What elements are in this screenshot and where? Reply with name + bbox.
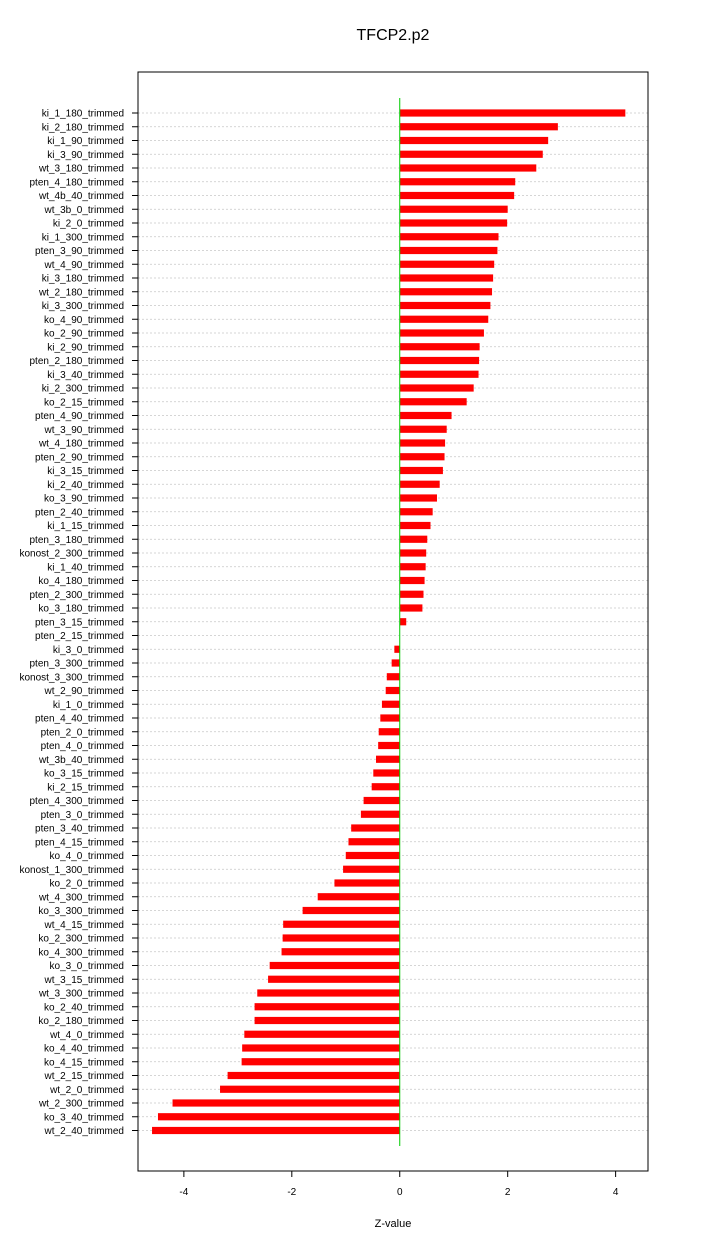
category-label: konost_1_300_trimmed: [19, 864, 124, 876]
category-label: pten_2_180_trimmed: [29, 356, 124, 367]
bar: [387, 673, 400, 680]
category-label: wt_4_0_trimmed: [50, 1029, 124, 1041]
category-label: ki_3_15_trimmed: [47, 466, 124, 477]
category-labels: [19, 109, 138, 1138]
bar: [400, 536, 428, 543]
category-label: ko_2_15_trimmed: [43, 397, 124, 409]
category-label: pten_4_180_trimmed: [29, 177, 124, 189]
category-label: ki_1_0_trimmed: [52, 699, 124, 711]
category-label: wt_2_15_trimmed: [44, 1071, 124, 1082]
category-label: ko_2_90_trimmed: [43, 328, 124, 340]
bar: [400, 151, 543, 158]
bar: [400, 494, 437, 501]
category-label: pten_2_15_trimmed: [35, 631, 124, 642]
category-label: ko_4_180_trimmed: [38, 576, 124, 587]
bar: [400, 261, 494, 268]
bar: [400, 343, 480, 350]
category-label: wt_3_15_trimmed: [44, 974, 124, 986]
category-label: ki_2_90_trimmed: [47, 342, 124, 354]
bar: [400, 522, 431, 529]
bar: [400, 618, 406, 625]
bar: [382, 701, 400, 708]
bar: [255, 1017, 400, 1024]
bar: [400, 329, 484, 336]
category-label: wt_2_40_trimmed: [44, 1126, 124, 1137]
bar: [364, 797, 400, 804]
bar: [376, 756, 400, 763]
category-label: pten_3_15_trimmed: [35, 617, 124, 629]
bar: [400, 604, 423, 611]
category-label: pten_4_15_trimmed: [35, 837, 124, 849]
bar: [283, 921, 400, 928]
bar: [400, 219, 507, 226]
category-label: wt_4_300_trimmed: [38, 892, 124, 904]
category-label: wt_3_300_trimmed: [38, 988, 124, 1000]
bar: [400, 247, 498, 254]
category-label: wt_4_90_trimmed: [44, 259, 124, 271]
x-axis: [179, 1171, 618, 1198]
x-tick-label: 2: [504, 1187, 511, 1198]
category-label: pten_2_90_trimmed: [35, 452, 124, 464]
category-label: pten_4_90_trimmed: [35, 411, 124, 422]
bar: [400, 549, 426, 556]
bar: [400, 412, 452, 419]
bar: [361, 811, 400, 818]
x-tick-label: 0: [396, 1187, 403, 1198]
bar: [372, 783, 400, 790]
bar: [152, 1127, 400, 1134]
bar: [303, 907, 400, 914]
category-label: ki_2_40_trimmed: [47, 479, 124, 491]
category-label: ko_4_0_trimmed: [49, 851, 124, 862]
bar: [392, 659, 400, 666]
bar: [400, 439, 445, 446]
category-label: wt_3_180_trimmed: [38, 163, 124, 175]
category-label: pten_3_300_trimmed: [29, 658, 124, 670]
category-label: ko_4_300_trimmed: [38, 947, 124, 959]
category-label: ko_3_40_trimmed: [43, 1112, 124, 1124]
bar: [400, 192, 514, 199]
category-label: ko_3_300_trimmed: [38, 906, 124, 917]
category-label: ko_3_0_trimmed: [49, 961, 124, 972]
category-label: ki_3_40_trimmed: [47, 369, 124, 381]
bar: [400, 316, 489, 323]
bar: [400, 371, 479, 378]
bar: [378, 742, 400, 749]
x-tick-label: -4: [179, 1187, 189, 1198]
bar: [220, 1086, 400, 1093]
category-label: wt_2_0_trimmed: [50, 1084, 124, 1096]
bar: [394, 646, 399, 653]
bar: [282, 948, 400, 955]
bar: [400, 137, 548, 144]
bar: [400, 233, 499, 240]
category-label: konost_2_300_trimmed: [19, 548, 124, 560]
bar: [400, 357, 479, 364]
bar: [373, 769, 399, 776]
category-label: ko_2_180_trimmed: [38, 1016, 124, 1027]
category-label: wt_3_90_trimmed: [44, 424, 124, 436]
bar: [400, 164, 537, 171]
category-label: ki_1_15_trimmed: [47, 521, 124, 532]
category-label: pten_3_0_trimmed: [40, 809, 124, 821]
category-label: ki_2_15_trimmed: [47, 782, 124, 794]
bar: [343, 866, 400, 873]
bar: [242, 1058, 400, 1065]
category-label: ko_2_300_trimmed: [38, 933, 124, 945]
bar: [400, 398, 467, 405]
bar: [380, 714, 399, 721]
bar: [283, 934, 400, 941]
bar: [400, 426, 447, 433]
bar: [158, 1113, 400, 1120]
bar: [173, 1099, 400, 1106]
category-label: pten_4_0_trimmed: [40, 741, 124, 752]
category-label: ki_2_0_trimmed: [52, 218, 124, 230]
bar: [255, 1003, 400, 1010]
category-label: konost_3_300_trimmed: [19, 672, 124, 684]
category-label: wt_3b_0_trimmed: [44, 204, 124, 216]
category-label: ko_3_90_trimmed: [43, 493, 124, 505]
bar: [400, 206, 508, 213]
category-label: ki_3_0_trimmed: [52, 644, 124, 656]
category-label: ki_1_180_trimmed: [41, 108, 124, 120]
bar: [351, 824, 400, 831]
bar: [400, 508, 433, 515]
category-label: wt_3b_40_trimmed: [38, 754, 124, 766]
bar: [348, 838, 399, 845]
bar: [400, 591, 424, 598]
category-label: pten_4_300_trimmed: [29, 796, 124, 807]
category-label: ko_4_90_trimmed: [43, 314, 124, 326]
category-label: wt_4_15_trimmed: [44, 919, 124, 931]
bar: [400, 302, 491, 309]
bar: [400, 109, 626, 116]
category-label: pten_3_40_trimmed: [35, 823, 124, 835]
category-label: wt_2_300_trimmed: [38, 1098, 124, 1110]
category-label: ki_3_90_trimmed: [47, 149, 124, 161]
bar: [270, 962, 400, 969]
category-label: ki_3_180_trimmed: [41, 273, 124, 285]
bar: [400, 123, 558, 130]
category-label: ki_3_300_trimmed: [41, 301, 124, 312]
category-label: wt_2_180_trimmed: [38, 287, 124, 299]
category-label: ko_2_0_trimmed: [49, 878, 124, 890]
x-tick-label: -2: [287, 1187, 297, 1198]
category-label: pten_2_0_trimmed: [40, 727, 124, 739]
category-label: ko_3_15_trimmed: [43, 768, 124, 780]
category-label: ko_4_15_trimmed: [43, 1057, 124, 1069]
bar: [400, 384, 474, 391]
bar: [400, 288, 492, 295]
bar: [242, 1044, 400, 1051]
category-label: wt_2_90_trimmed: [44, 686, 124, 697]
category-label: ki_1_90_trimmed: [47, 136, 124, 147]
category-label: ki_1_40_trimmed: [47, 562, 124, 574]
category-label: pten_2_300_trimmed: [29, 589, 124, 601]
chart-title: TFCP2.p2: [356, 27, 430, 44]
bar: [379, 728, 400, 735]
bar: [257, 989, 399, 996]
category-label: pten_3_90_trimmed: [35, 246, 124, 257]
category-label: ki_2_300_trimmed: [41, 383, 124, 395]
bar: [228, 1072, 400, 1079]
bar: [318, 893, 400, 900]
bar: [400, 481, 440, 488]
category-label: wt_4b_40_trimmed: [38, 191, 124, 202]
x-tick-label: 4: [612, 1187, 619, 1198]
category-label: ko_4_40_trimmed: [43, 1043, 124, 1055]
category-label: pten_2_40_trimmed: [35, 507, 124, 519]
category-label: ki_1_300_trimmed: [41, 232, 124, 244]
category-label: wt_4_180_trimmed: [38, 438, 124, 450]
bar: [400, 453, 445, 460]
bar: [400, 467, 443, 474]
bar: [268, 976, 400, 983]
bar: [400, 563, 426, 570]
category-label: pten_4_40_trimmed: [35, 713, 124, 725]
bar: [244, 1031, 399, 1038]
x-axis-label: Z-value: [374, 1218, 412, 1230]
category-label: ki_2_180_trimmed: [41, 122, 124, 134]
bar: [400, 178, 515, 185]
category-label: pten_3_180_trimmed: [29, 534, 124, 546]
bar: [400, 274, 493, 281]
category-label: ko_2_40_trimmed: [43, 1002, 124, 1014]
bar: [346, 852, 400, 859]
bar: [400, 577, 425, 584]
bar: [334, 879, 399, 886]
category-label: ko_3_180_trimmed: [38, 603, 124, 615]
bar: [386, 687, 400, 694]
